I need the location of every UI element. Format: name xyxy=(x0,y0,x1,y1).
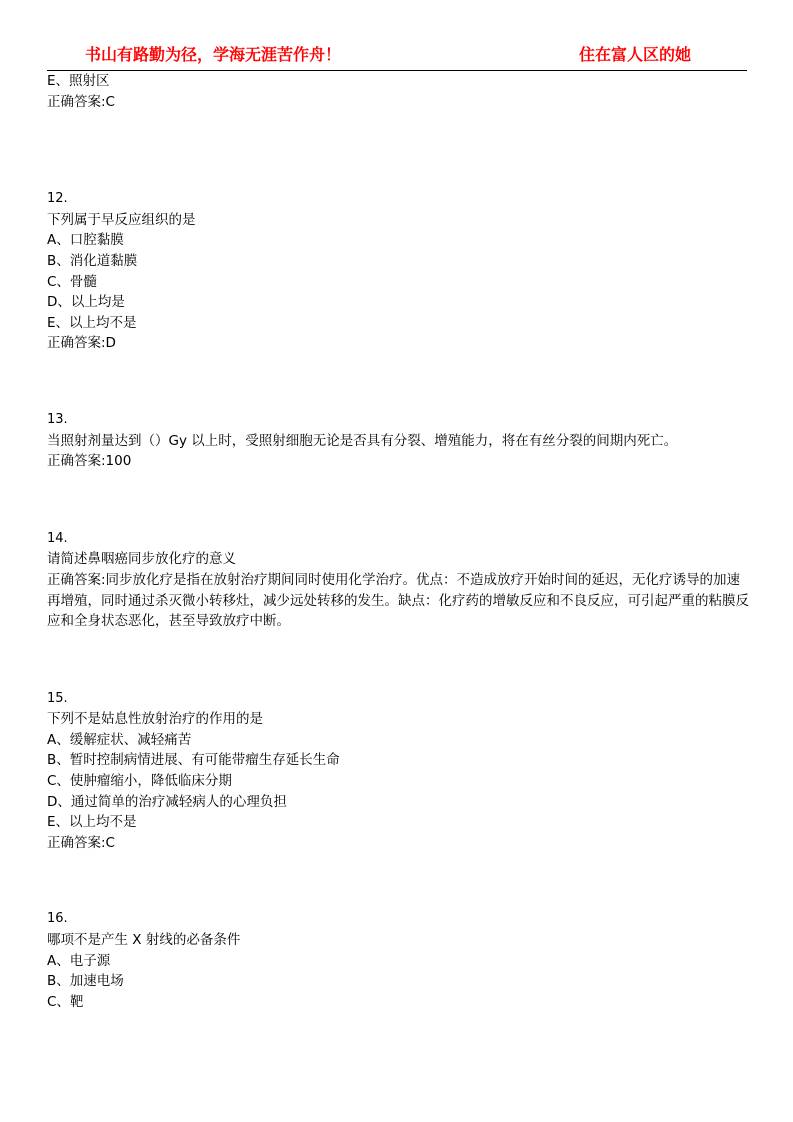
question-13 xyxy=(47,410,752,472)
option-c: C、靶 xyxy=(47,993,84,1010)
question-stem: 下列不是姑息性放射治疗的作用的是 xyxy=(47,711,263,728)
option-a: A、口腔黏膜 xyxy=(47,232,124,249)
question-15 xyxy=(47,689,752,854)
option-c: C、使肿瘤缩小，降低临床分期 xyxy=(47,773,232,790)
question-number: 15. xyxy=(47,690,68,706)
document-body xyxy=(47,71,752,1012)
answer: 正确答案:100 xyxy=(47,453,132,470)
question-12 xyxy=(47,189,752,354)
question-number: 16. xyxy=(47,911,68,927)
question-number: 12. xyxy=(47,191,68,207)
question-stem: 下列属于早反应组织的是 xyxy=(47,211,196,228)
question-stem: 请简述鼻咽癌同步放化疗的意义 xyxy=(47,551,236,568)
page-header xyxy=(47,40,747,71)
question-stem: 哪项不是产生 X 射线的必备条件 xyxy=(47,932,241,949)
answer: 正确答案:同步放化疗是指在放射治疗期间同时使用化学治疗。优点：不造成放疗开始时间的延迟，无化疗诱导的加速再增殖，同时通过杀灭微小转移灶，减少远处转移的发生。缺点：化疗药的增敏反应和不良反应，可引起严重的粘膜反应和全身状态恶化，甚至导致放疗中断。 xyxy=(47,571,749,630)
option-e: E、照射区 xyxy=(47,73,110,89)
question-number: 14. xyxy=(47,530,68,546)
option-e: E、以上均不是 xyxy=(47,314,137,331)
option-e: E、以上均不是 xyxy=(47,814,137,831)
header-author: 住在富人区的她 xyxy=(579,45,692,64)
option-b: B、消化道黏膜 xyxy=(47,252,138,269)
question-14 xyxy=(47,529,752,632)
option-a: A、缓解症状、减轻痛苦 xyxy=(47,731,192,748)
question-16 xyxy=(47,909,752,1012)
option-a: A、电子源 xyxy=(47,952,111,969)
question-number: 13. xyxy=(47,411,68,427)
question-stem: 当照射剂量达到（）Gy 以上时，受照射细胞无论是否具有分裂、增殖能力，将在有丝分裂的间期内死亡。 xyxy=(47,432,678,449)
answer: 正确答案:C xyxy=(47,93,115,110)
answer: 正确答案:C xyxy=(47,834,115,851)
option-b: B、加速电场 xyxy=(47,973,124,990)
option-d: D、通过简单的治疗减轻病人的心理负担 xyxy=(47,793,287,810)
answer: 正确答案:D xyxy=(47,335,116,352)
carryover-block xyxy=(47,71,752,112)
option-d: D、以上均是 xyxy=(47,294,125,311)
header-motto: 书山有路勤为径，学海无涯苦作舟！ xyxy=(85,45,342,64)
option-b: B、暂时控制病情进展、有可能带瘤生存延长生命 xyxy=(47,752,340,769)
option-c: C、骨髓 xyxy=(47,273,97,290)
